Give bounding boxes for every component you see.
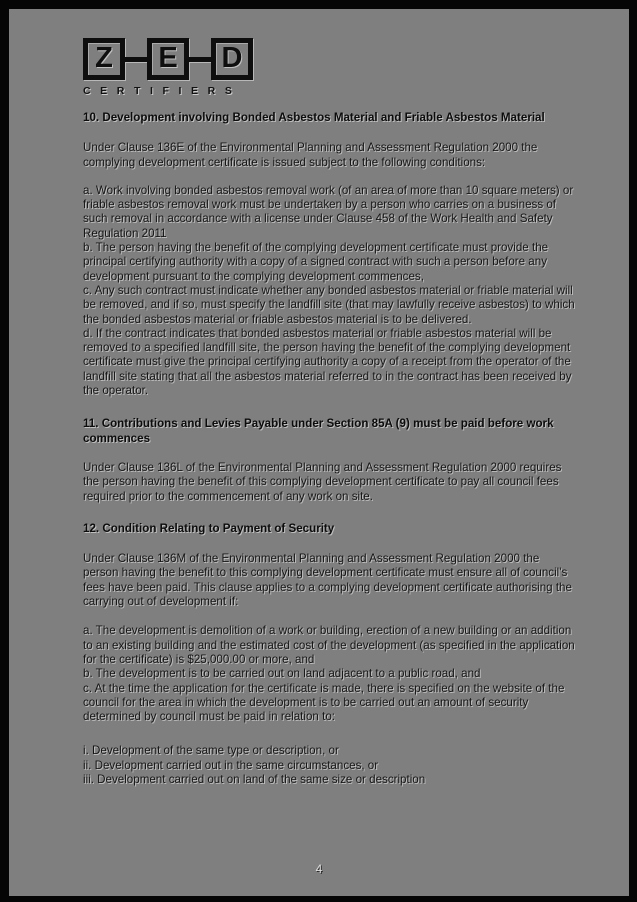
logo-box-d: [211, 38, 253, 80]
page-number: 4: [315, 862, 323, 876]
document-page: [9, 9, 629, 896]
page-content: [83, 9, 575, 787]
condition-item-d: d. If the contract indicates that bonded asbestos material or friable asbestos material will be removed to a specified landfill site, the person having the benefit of the complying development certificate must give the principal certifying authority a copy of a receipt from the operator of the landfill site stating that all the asbestos material referred to in the contract has been received by the operator.: [83, 326, 572, 398]
condition-item-b: b. The development is to be carried out on land adjacent to a public road, and: [83, 667, 481, 681]
logo-letter-d: D: [221, 41, 243, 74]
logo-connector-bar: [189, 57, 211, 62]
section-12-conditions: [83, 624, 575, 724]
condition-item-c: c. Any such contract must indicate whether any bonded asbestos material or friable material will be removed, and if so, must specify the landfill site (that may lawfully receive asbestos) to which the bonded asbestos material or friable asbestos material is to be delivered.: [83, 283, 575, 326]
section-11-heading: 11. Contributions and Levies Payable under Section 85A (9) must be paid before work commences: [83, 417, 554, 445]
section-12-roman-list: [83, 744, 575, 787]
zed-certifiers-logo: [83, 38, 575, 97]
section-11-intro: Under Clause 136L of the Environmental Planning and Assessment Regulation 2000 requires the person having the benefit of this complying development certificate to pay all council fees required prior to the commencement of any work on site.: [83, 460, 562, 503]
logo-caption: CERTIFIERS: [83, 85, 242, 97]
logo-letter-z: Z: [95, 41, 113, 74]
logo-connector-bar: [125, 57, 147, 62]
logo-letter-boxes: [83, 38, 575, 80]
condition-item-c: c. At the time the application for the certificate is made, there is specified on the website of the council for the area in which the development is to be carried out an amount of security determined by council must be paid in relation to:: [83, 681, 565, 724]
logo-letter-e: E: [158, 41, 178, 74]
section-12-heading: 12. Condition Relating to Payment of Security: [83, 521, 335, 535]
list-item-iii: iii. Development carried out on land of the same size or description: [83, 772, 426, 786]
logo-box-z: [83, 38, 125, 80]
logo-box-e: [147, 38, 189, 80]
section-12-intro: Under Clause 136M of the Environmental Planning and Assessment Regulation 2000 the person having the benefit to this complying development certificate must ensure all of council's fees have been paid. This clause applies to a complying development certificate authorising the carrying out of development if:: [83, 552, 572, 609]
section-10-intro: Under Clause 136E of the Environmental Planning and Assessment Regulation 2000 the complying development certificate is issued subject to the following conditions:: [83, 141, 538, 169]
list-item-ii: ii. Development carried out in the same circumstances, or: [83, 758, 379, 772]
condition-item-a: a. Work involving bonded asbestos removal work (of an area of more than 10 square meters) or friable asbestos removal work must be undertaken by a person who carries on a business of such removal in accordance with a license under Clause 458 of the Work Health and Safety Regulation 2011: [83, 183, 574, 240]
section-10-heading: 10. Development involving Bonded Asbestos Material and Friable Asbestos Material: [83, 111, 545, 124]
list-item-i: i. Development of the same type or description, or: [83, 744, 339, 758]
condition-item-a: a. The development is demolition of a work or building, erection of a new building or an addition to an existing building and the estimated cost of the development (as specified in the application for the certificate) is $25,000.00 or more, and: [83, 624, 575, 666]
condition-item-b: b. The person having the benefit of the complying development certificate must provide the principal certifying authority with a copy of a signed contract with such a person before any development pursuant to the complying development commences,: [83, 241, 549, 283]
section-10-conditions: [83, 184, 575, 398]
